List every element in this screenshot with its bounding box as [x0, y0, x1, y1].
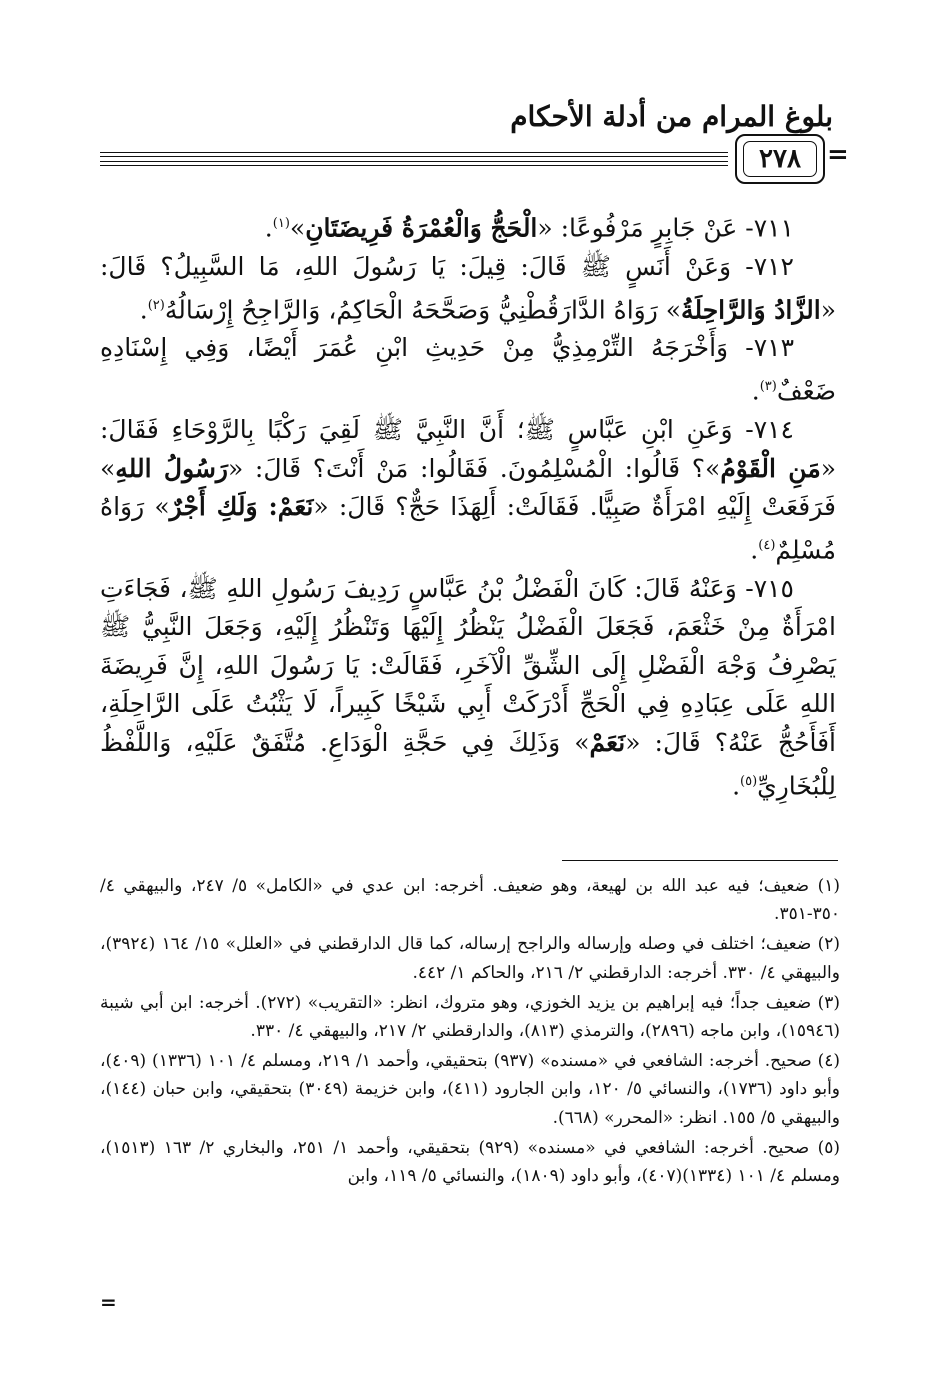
prophetic-quote: الْحَجُّ وَالْعُمْرَةُ فَرِيضَتَانِ	[305, 213, 538, 243]
footnote	[100, 989, 840, 1045]
footnote	[100, 1047, 840, 1132]
hadith-segment: .	[139, 294, 148, 324]
footnote-separator	[562, 860, 838, 861]
prophetic-quote: مَنِ الْقَوْمُ	[720, 453, 821, 483]
footnote-number: (١)	[817, 876, 840, 896]
hadith-segment: »	[289, 213, 306, 243]
footnote-text: ضعيف؛ اختلف في وصله وإرساله والراجح إرساله، كما قال الدارقطني في «العلل» ١٥/ ١٦٤ (٣٩٢٤)، والبيهقي ٤/ ٣٣٠. أخرجه: الدارقطني ٢/ ٢١٦، والحاكم ١/ ٤٤٢.	[100, 934, 840, 983]
footnote-text: صحيح. أخرجه: الشافعي في «مسنده» (٩٢٩) بتحقيقي، وأحمد ١/ ٢٥١، والبخاري ٢/ ١٦٣ (١٥١٣)، ومسلم ٤/ ١٠١ (١٣٣٤)(٤٠٧)، وأبو داود (١٨٠٩)، والنسائي ٥/ ١١٩، وابن	[100, 1137, 840, 1187]
hadith-segment: .	[750, 535, 759, 565]
hadith-segment: ٧١٢- وَعَنْ أَنَسٍ ﷺ قَالَ: قِيلَ: يَا رَسُولَ اللهِ، مَا السَّبِيلُ؟ قَالَ: «	[100, 251, 836, 324]
footnotes-block	[100, 872, 840, 1192]
running-header-title: بلوغ المرام من أدلة الأحكام	[510, 100, 833, 133]
footer-continuation-mark: =	[100, 1290, 117, 1314]
header-rule	[100, 161, 728, 166]
hadith-segment: ٧١٣- وَأَخْرَجَهُ التِّرْمِذِيُّ مِنْ حَدِيثِ ابْنِ عُمَرَ أَيْضًا، وَفِي إِسْنَادِهِ ضَعْفٌ	[100, 333, 836, 406]
footnote-number: (٥)	[817, 1137, 840, 1158]
header-continuation-mark: =	[827, 140, 849, 170]
hadith-paragraph	[100, 248, 836, 330]
footnote-text: صحيح. أخرجه: الشافعي في «مسنده» (٩٣٧) بتحقيقي، وأحمد ١/ ٢١٩، ومسلم ٤/ ١٠١ (١٣٣٦) (٤٠٩)، وأبو داود (١٧٣٦)، والنسائي ٥/ ١٢٠، وابن الجارود (٤١١)، وابن خزيمة (٣٠٤٩) بتحقيقي، وابن حبان (١٤٤)، والبيهقي ٥/ ١٥٥. انظر: «المحرر» (٦٦٨).	[100, 1051, 841, 1128]
prophetic-quote: الزَّادُ وَالرَّاحِلَةُ	[681, 294, 821, 324]
hadith-paragraph	[100, 570, 836, 806]
page-number: ٢٧٨	[743, 141, 817, 177]
footnote-number: (٢)	[817, 934, 840, 955]
hadith-segment: .	[751, 376, 760, 406]
hadith-segment: ٧١٤- وَعَنِ ابْنِ عَبَّاسٍ ﷺ؛ أَنَّ النَّبِيَّ ﷺ لَقِيَ رَكْبًا بِالرَّوْحَاءِ فَقَالَ: «	[100, 414, 837, 483]
hadith-segment: » وَذَلِكَ فِي حَجَّةِ الْوَدَاعِ. مُتَّفَقٌ عَلَيْهِ، وَاللَّفْظُ لِلْبُخَارِيِّ	[100, 728, 836, 800]
hadith-paragraph	[100, 329, 836, 411]
page-number-frame	[735, 134, 825, 184]
footnote	[100, 872, 840, 928]
footnote-text: ضعيف جداً؛ فيه إبراهيم بن يزيد الخوزي، وهو متروك، انظر: «التقريب» (٢٧٢). أخرجه: ابن أبي شيبة (١٥٩٤٦)، وابن ماجه (٢٨٩٦)، والترمذي (٨١٣)، والدارقطني ٢/ ٢١٧، والبيهقي ٤/ ٣٣٠.	[100, 992, 840, 1042]
prophetic-quote: نَعَمْ: وَلَكِ أَجْرٌ	[169, 492, 314, 522]
hadith-segment: » رَوَاهُ الدَّارَقُطْنِيُّ وَصَحَّحَهُ الْحَاكِمُ، وَالرَّاجِحُ إِرْسَالُهُ	[164, 294, 682, 324]
footnote-ref: (٣)	[759, 379, 777, 395]
footnote-ref: (٤)	[758, 537, 776, 553]
footnote-ref: (٥)	[740, 773, 758, 789]
hadith-segment: ٧١١- عَنْ جَابِرٍ مَرْفُوعًا: «	[537, 213, 794, 243]
footnote-ref: (١)	[272, 216, 290, 231]
hadith-paragraph	[100, 411, 836, 570]
footnote-text: ضعيف؛ فيه عبد الله بن لهيعة، وهو ضعيف. أخرجه: ابن عدي في «الكامل» ٥/ ٢٤٧، والبيهقي ٤/ ٣٥٠-٣٥١.	[100, 876, 840, 925]
hadith-segment: ٧١٥- وَعَنْهُ قَالَ: كَانَ الْفَضْلُ بْنُ عَبَّاسٍ رَدِيفَ رَسُولِ اللهِ ﷺ، فَجَاءَتِ امْرَأَةٌ مِنْ خَثْعَمَ، فَجَعَلَ الْفَضْلُ يَنْظُرُ إِلَيْهَا وَتَنْظُرُ إِلَيْهِ، وَجَعَلَ النَّبِيُّ ﷺ يَصْرِفُ وَجْهَ الْفَضْلِ إِلَى الشِّقِّ الْآخَرِ، فَقَالَتْ: يَا رَسُولَ اللهِ، إِنَّ فَرِيضَةَ اللهِ عَلَى عِبَادِهِ فِي الْحَجِّ أَدْرَكَتْ أَبِي شَيْخًا كَبِيراً، لَا يَثْبُتُ عَلَى الرَّاحِلَةِ، أَفَأَحُجُّ عَنْهُ؟ قَالَ: «	[100, 573, 837, 758]
prophetic-quote: رَسُولُ اللهِ	[115, 453, 229, 483]
hadith-segment: .	[264, 213, 273, 243]
hadith-segment: .	[732, 770, 741, 800]
hadith-segment: » فَرَفَعَتْ إِلَيْهِ امْرَأَةٌ صَبِيًّا. فَقَالَتْ: أَلِهَذَا حَجٌّ؟ قَالَ: «	[100, 453, 836, 522]
footnote-number: (٤)	[817, 1051, 841, 1072]
hadith-segment: »؟ قَالُوا: الْمُسْلِمُونَ. فَقَالُوا: مَنْ أَنْتَ؟ قَالَ: «	[228, 453, 721, 483]
footnote-number: (٣)	[817, 992, 840, 1013]
prophetic-quote: نَعَمْ	[589, 728, 626, 758]
hadith-paragraph	[100, 205, 836, 248]
footnote	[100, 930, 840, 986]
hadith-segment: » رَوَاهُ مُسْلِمٌ	[100, 492, 836, 565]
hadith-text-block	[100, 205, 836, 806]
header-rule	[100, 152, 728, 157]
footnote-ref: (٢)	[147, 297, 165, 313]
footnote	[100, 1134, 840, 1190]
